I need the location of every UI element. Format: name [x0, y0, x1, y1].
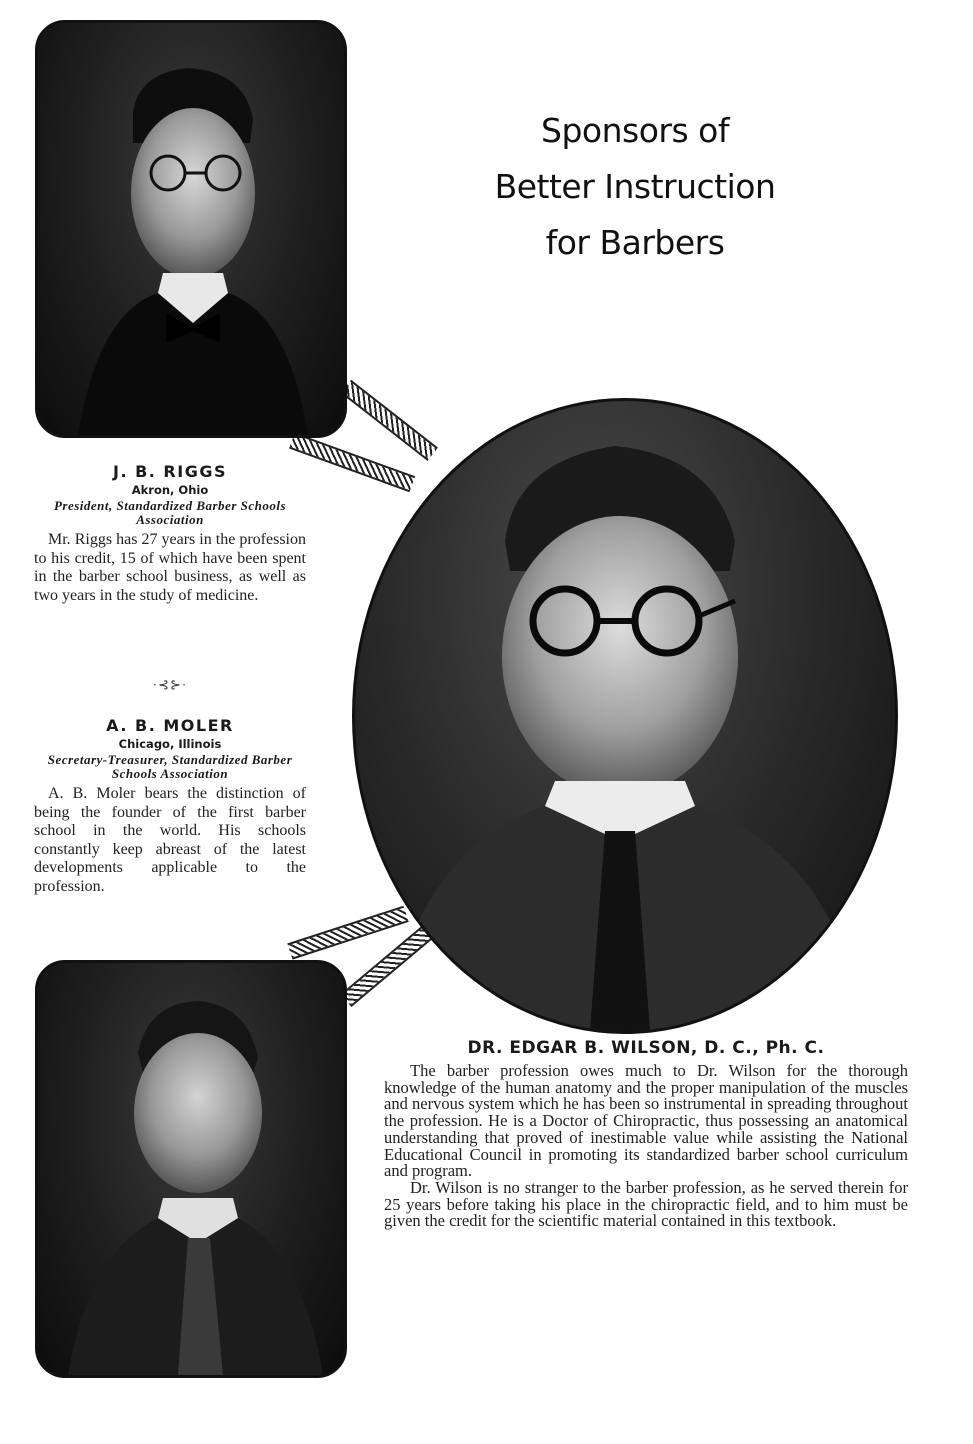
moler-bio — [34, 716, 306, 896]
moler-role: Secretary-Treasurer, Standardized Barber Schools Association — [47, 752, 293, 781]
title-line-3: for Barbers — [545, 223, 725, 262]
riggs-role: President, Standardized Barber Schools Association — [53, 498, 287, 527]
moler-portrait-photo — [35, 960, 347, 1378]
section-ornament: ·⊰⊱· — [152, 677, 188, 692]
moler-location: Chicago, Illinois — [118, 737, 222, 751]
riggs-location: Akron, Ohio — [131, 483, 209, 497]
riggs-portrait-photo — [35, 20, 347, 438]
title-line-2: Better Instruction — [494, 167, 776, 206]
wilson-biography — [384, 1063, 908, 1230]
riggs-biography: Mr. Riggs has 27 years in the profession to his credit, 15 of which have been spent in the barber school business, as well as two years in the study of medicine. — [34, 531, 306, 604]
wilson-portrait-photo — [352, 398, 898, 1034]
riggs-bio — [34, 462, 306, 605]
wilson-paragraph-2: Dr. Wilson is no stranger to the barber profession, as he served therein for 25 years before taking his place in the chiropractic field, and to him must be given the credit for the scientific material contained in this textbook. — [384, 1177, 908, 1231]
moler-biography: A. B. Moler bears the distinction of being the founder of the first barber school in the world. His schools constantly keep abreast of the latest developments applicable to the profession. — [34, 785, 306, 895]
page-title — [470, 103, 800, 271]
moler-name: A. B. MOLER — [106, 716, 234, 735]
riggs-name: J. B. RIGGS — [112, 462, 227, 481]
wilson-name: DR. EDGAR B. WILSON, D. C., Ph. C. — [467, 1038, 825, 1058]
title-line-1: Sponsors of — [541, 111, 729, 150]
wilson-paragraph-1: The barber profession owes much to Dr. Wilson for the thorough knowledge of the human anatomy and the proper manipulation of the muscles and nervous system which he has been so instrumental in spreading throughout the profession. He is a Doctor of Chiropractic, thus possessing an anatomical understanding that proved of inestimable value while assisting the National Educational Council in promoting its standardized barber school curriculum and program. — [384, 1061, 908, 1181]
